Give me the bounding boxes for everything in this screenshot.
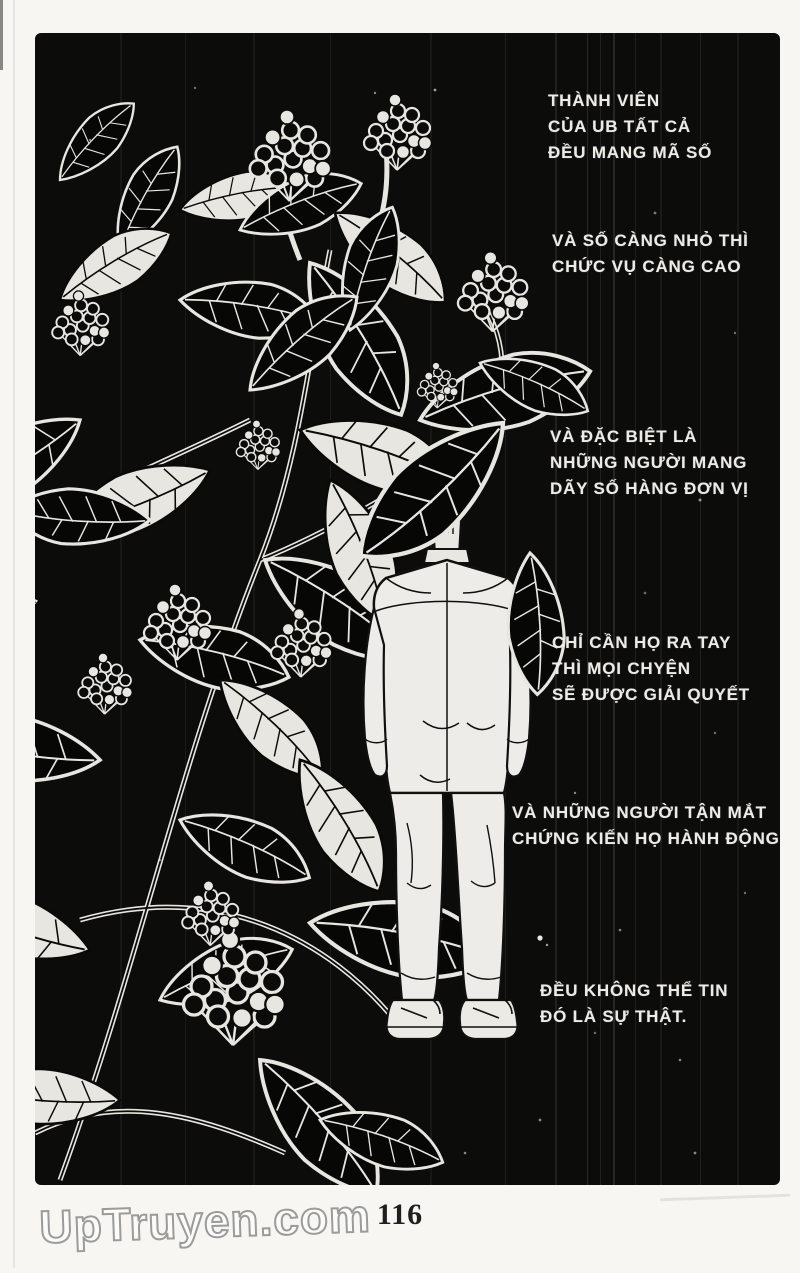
- speech-line: ĐÓ LÀ SỰ THẬT.: [540, 1007, 688, 1026]
- speech-text-block: [540, 978, 728, 1030]
- speech-line: NHỮNG NGƯỜI MANG: [550, 453, 748, 472]
- speech-line: VÀ ĐẶC BIỆT LÀ: [550, 427, 698, 446]
- speech-line: SẼ ĐƯỢC GIẢI QUYẾT: [552, 685, 750, 704]
- page-number: 116: [376, 1198, 424, 1231]
- speech-line: CHỨNG KIẾN HỌ HÀNH ĐỘNG: [512, 829, 780, 848]
- watermark-uptruyen: UpTruyen.com: [38, 1189, 372, 1253]
- speech-line: ĐỀU KHÔNG THỂ TIN: [540, 981, 729, 1000]
- page-margin-crease: [13, 0, 15, 1268]
- speech-text-block: [548, 88, 712, 166]
- speech-line: THÌ MỌI CHYỆN: [552, 659, 691, 678]
- speech-text-block: [552, 228, 749, 280]
- speech-line: VÀ SỐ CÀNG NHỎ THÌ: [552, 231, 749, 250]
- speech-line: CỦA UB TẤT CẢ: [548, 117, 691, 136]
- scan-edge-shadow: [0, 0, 3, 70]
- speech-text-block: [552, 630, 750, 708]
- speech-line: DÃY SỐ HÀNG ĐƠN VỊ: [550, 479, 749, 498]
- speech-line: VÀ NHỮNG NGƯỜI TẬN MẮT: [512, 803, 767, 822]
- speech-line: CHỨC VỤ CÀNG CAO: [552, 257, 742, 276]
- speech-line: THÀNH VIÊN: [548, 91, 660, 110]
- speech-line: ĐỀU MANG MÃ SỐ: [548, 143, 713, 162]
- speech-line: CHỈ CẦN HỌ RA TAY: [552, 633, 732, 652]
- speech-text-block: [550, 424, 749, 502]
- speech-text-block: [512, 800, 780, 852]
- watermark-container: [0, 1185, 800, 1268]
